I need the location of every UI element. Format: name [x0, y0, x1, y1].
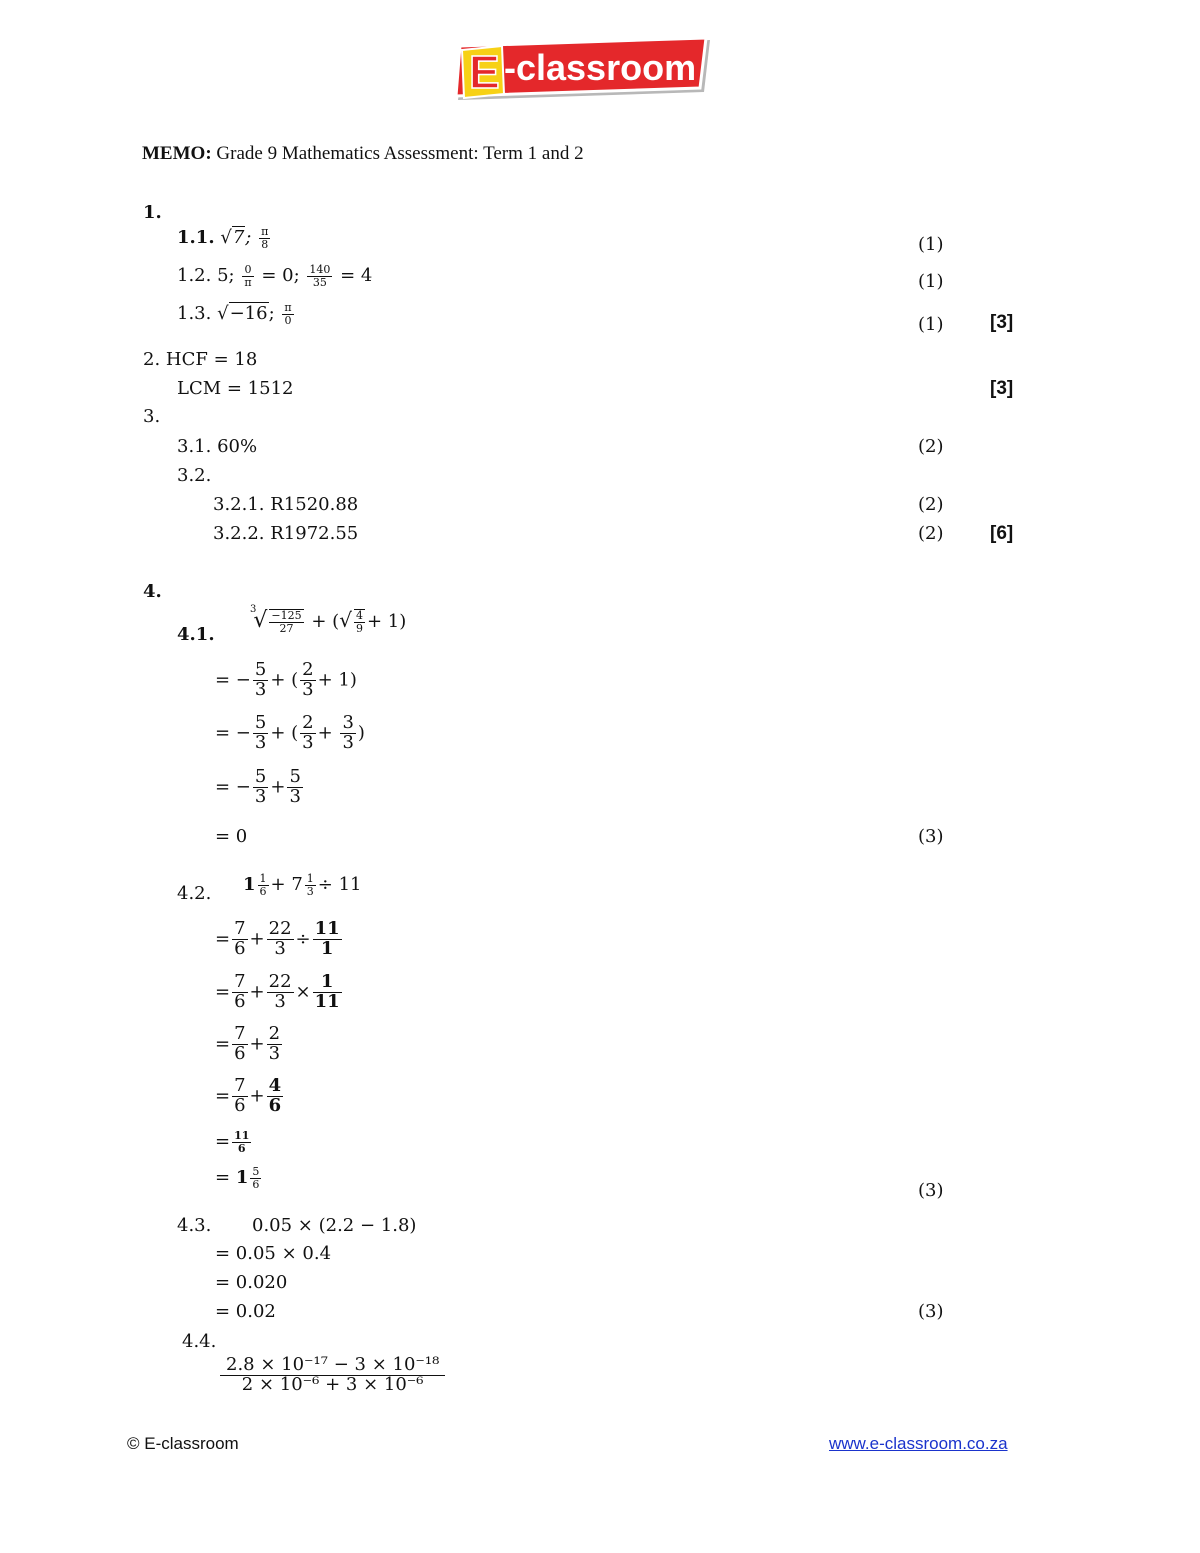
q4-2-expr: 1 $\frac{1}{6}$ + 7 $\frac{1}{3}$ ÷ 11	[243, 872, 362, 898]
q2-hcf: 2. HCF = 18	[143, 349, 258, 370]
q4-2-step5: = $\frac{11}{6}$	[215, 1129, 250, 1155]
q4-2-step4: = $\frac{7}{6}$ + $\frac{4}{6}$	[215, 1075, 282, 1116]
footer-url-link[interactable]: www.e-classroom.co.za	[829, 1434, 1008, 1453]
q4-label: 4.	[143, 581, 162, 602]
mark-4-3: (3)	[918, 1301, 944, 1322]
footer-link[interactable]	[829, 1434, 1008, 1454]
q1-2: 1.2. 5; $\frac{0}{\pi}$ = 0; $\frac{140}{35}$ = 4	[177, 263, 373, 289]
total-q3: [6]	[990, 523, 1014, 544]
q4-2-result: = 1 $\frac{5}{6}$	[215, 1165, 260, 1191]
q2-lcm: LCM = 1512	[177, 378, 294, 399]
q4-1-label: 4.1.	[177, 624, 215, 645]
logo	[452, 36, 714, 106]
mark-3-2-1: (2)	[918, 494, 944, 515]
mark-4-2: (3)	[918, 1180, 944, 1201]
q4-2-step1: = $\frac{7}{6}$ + $\frac{22}{3}$ ÷ $\frac{11}{1}$	[215, 918, 340, 959]
q1-label: 1.	[143, 202, 162, 223]
title-bold: MEMO:	[142, 143, 212, 164]
mark-3-1: (2)	[918, 436, 944, 457]
q3-2: 3.2.	[177, 465, 212, 486]
q4-3-expr: 0.05 × (2.2 − 1.8)	[252, 1215, 417, 1236]
q4-1-step3: = − $\frac{5}{3}$ + $\frac{5}{3}$	[215, 766, 301, 807]
mark-1-3: (1)	[918, 314, 944, 335]
q4-1-step2: = − $\frac{5}{3}$ + ( $\frac{2}{3}$ + $\frac{3}{3}$ )	[215, 712, 365, 753]
logo-text: -classroom	[504, 47, 697, 88]
title-text: Grade 9 Mathematics Assessment: Term 1 and 2	[216, 143, 584, 164]
mark-3-2-2: (2)	[918, 523, 944, 544]
mark-4-1: (3)	[918, 826, 944, 847]
total-q1: [3]	[990, 312, 1014, 333]
logo-graphic	[452, 36, 714, 106]
q3-2-2: 3.2.2. R1972.55	[213, 523, 359, 544]
q4-1-expr: $^3$√ $\frac{-125}{27}$ + (√ $\frac{4}{9}$ + 1)	[250, 604, 407, 635]
q4-2-step3: = $\frac{7}{6}$ + $\frac{2}{3}$	[215, 1023, 281, 1064]
q4-2-step2: = $\frac{7}{6}$ + $\frac{22}{3}$ × $\frac{1}{11}$	[215, 971, 340, 1012]
q4-3-label: 4.3.	[177, 1215, 212, 1236]
q4-3-result: = 0.02	[215, 1301, 276, 1322]
q3-2-1: 3.2.1. R1520.88	[213, 494, 359, 515]
footer-copyright: © E-classroom	[127, 1434, 239, 1453]
q1-3: 1.3. √−16; $\frac{\pi}{0}$	[177, 301, 292, 327]
q4-2-label: 4.2.	[177, 883, 212, 904]
mark-1-2: (1)	[918, 271, 944, 292]
q1-1: 1.1. √7; $\frac{\pi}{8}$	[177, 225, 269, 251]
q3-1: 3.1. 60%	[177, 436, 258, 457]
q4-1-step1: = − $\frac{5}{3}$ + ( $\frac{2}{3}$ + 1)	[215, 659, 357, 700]
page-title	[142, 143, 584, 165]
q4-3-step1: = 0.05 × 0.4	[215, 1243, 332, 1264]
mark-1-1: (1)	[918, 234, 944, 255]
q3-label: 3.	[143, 406, 161, 427]
svg-text:E: E	[469, 46, 500, 98]
total-q2: [3]	[990, 378, 1014, 399]
q4-4-expr: $\frac{\text{2.8 × 10⁻¹⁷ − 3 × 10⁻¹⁸}}{\text{2 × 10⁻⁶ + 3 × 10⁻⁶}}$	[218, 1356, 447, 1395]
q4-1-result: = 0	[215, 826, 248, 847]
q4-4-label: 4.4.	[182, 1331, 217, 1352]
q4-3-step2: = 0.020	[215, 1272, 288, 1293]
